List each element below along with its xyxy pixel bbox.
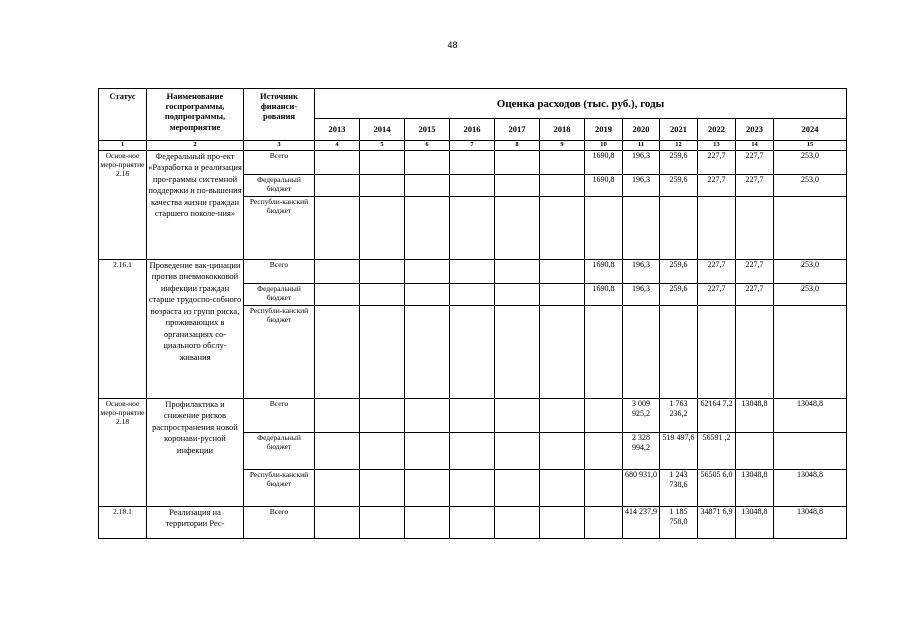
column-number: 2 [147, 141, 244, 151]
value-cell: 253,0 [774, 151, 847, 175]
table-body [99, 151, 847, 539]
year-header: 2017 [495, 119, 540, 141]
value-cell [585, 399, 623, 433]
funding-source-cell: Республи-канский бюджет [244, 197, 315, 260]
funding-source-cell: Всего [244, 151, 315, 175]
value-cell [360, 399, 405, 433]
column-number: 5 [360, 141, 405, 151]
value-cell: 1690,8 [585, 260, 623, 284]
value-cell: 196,3 [623, 284, 660, 306]
value-cell [450, 470, 495, 507]
value-cell [405, 151, 450, 175]
column-number: 3 [244, 141, 315, 151]
value-cell [540, 175, 585, 197]
header-name: Наименование госпрограммы, подпрограммы, мероприятие [147, 89, 244, 141]
value-cell [540, 284, 585, 306]
value-cell [315, 175, 360, 197]
value-cell [660, 306, 698, 399]
value-cell [405, 260, 450, 284]
year-header: 2021 [660, 119, 698, 141]
value-cell: 253,0 [774, 284, 847, 306]
value-cell [315, 306, 360, 399]
value-cell [315, 260, 360, 284]
value-cell [698, 306, 736, 399]
year-header: 2019 [585, 119, 623, 141]
value-cell [315, 470, 360, 507]
value-cell: 1690,8 [585, 284, 623, 306]
value-cell: 680 931,0 [623, 470, 660, 507]
year-header: 2013 [315, 119, 360, 141]
value-cell [495, 260, 540, 284]
value-cell [585, 197, 623, 260]
funding-source-cell: Всего [244, 260, 315, 284]
value-cell [360, 197, 405, 260]
status-cell: Основ-ное меро-приятие 2.18 [99, 399, 147, 507]
page-number: 48 [447, 40, 458, 50]
column-number: 13 [698, 141, 736, 151]
year-header: 2023 [736, 119, 774, 141]
value-cell: 1690,8 [585, 175, 623, 197]
value-cell [540, 470, 585, 507]
value-cell [405, 399, 450, 433]
value-cell [450, 306, 495, 399]
column-number: 15 [774, 141, 847, 151]
value-cell [495, 399, 540, 433]
funding-source-cell: Федеральный бюджет [244, 433, 315, 470]
column-number: 8 [495, 141, 540, 151]
value-cell [405, 197, 450, 260]
value-cell: 56591 ,2 [698, 433, 736, 470]
value-cell: 227,7 [698, 284, 736, 306]
value-cell: 13048,8 [774, 470, 847, 507]
value-cell [450, 399, 495, 433]
value-cell [540, 260, 585, 284]
status-cell: 2.16.1 [99, 260, 147, 399]
value-cell: 196,3 [623, 151, 660, 175]
value-cell [540, 433, 585, 470]
measure-name-cell: Проведение вак-цинации против пневмококковой инфекции граждан старше трудоспо-собного возраста из групп риска, проживающих в организациях со-циального обслу-живания [147, 260, 244, 399]
expense-table [98, 88, 847, 539]
year-header: 2022 [698, 119, 736, 141]
value-cell [495, 175, 540, 197]
value-cell: 1 243 738,6 [660, 470, 698, 507]
value-cell [736, 197, 774, 260]
value-cell [405, 507, 450, 539]
column-number: 4 [315, 141, 360, 151]
value-cell: 34871 6,9 [698, 507, 736, 539]
funding-source-cell: Всего [244, 507, 315, 539]
value-cell [315, 197, 360, 260]
value-cell [585, 470, 623, 507]
value-cell [495, 197, 540, 260]
value-cell: 259,6 [660, 260, 698, 284]
value-cell [360, 175, 405, 197]
value-cell [736, 306, 774, 399]
value-cell [360, 507, 405, 539]
value-cell [315, 151, 360, 175]
year-header: 2015 [405, 119, 450, 141]
value-cell: 227,7 [736, 175, 774, 197]
column-number: 12 [660, 141, 698, 151]
value-cell [540, 507, 585, 539]
value-cell [405, 306, 450, 399]
value-cell: 253,0 [774, 175, 847, 197]
value-cell [450, 284, 495, 306]
year-header: 2020 [623, 119, 660, 141]
value-cell: 13048,8 [736, 507, 774, 539]
value-cell [315, 433, 360, 470]
value-cell [450, 507, 495, 539]
column-number: 11 [623, 141, 660, 151]
value-cell [540, 197, 585, 260]
column-number: 6 [405, 141, 450, 151]
value-cell [774, 306, 847, 399]
table-row [99, 399, 847, 433]
value-cell [495, 433, 540, 470]
year-header: 2016 [450, 119, 495, 141]
value-cell [315, 507, 360, 539]
measure-name-cell: Профилактика и снижение рисков распространения новой коронави-русной инфекции [147, 399, 244, 507]
header-source: Источник финанси-рования [244, 89, 315, 141]
value-cell: 414 237,9 [623, 507, 660, 539]
value-cell [450, 175, 495, 197]
value-cell [495, 151, 540, 175]
value-cell [585, 507, 623, 539]
funding-source-cell: Республи-канский бюджет [244, 470, 315, 507]
funding-source-cell: Федеральный бюджет [244, 284, 315, 306]
value-cell [660, 197, 698, 260]
value-cell [450, 260, 495, 284]
value-cell [585, 306, 623, 399]
value-cell [450, 433, 495, 470]
value-cell: 259,6 [660, 175, 698, 197]
value-cell: 1 185 758,0 [660, 507, 698, 539]
value-cell: 227,7 [736, 151, 774, 175]
value-cell [360, 260, 405, 284]
value-cell [360, 306, 405, 399]
funding-source-cell: Республи-канский бюджет [244, 306, 315, 399]
value-cell [540, 306, 585, 399]
value-cell [774, 433, 847, 470]
value-cell: 3 009 925,2 [623, 399, 660, 433]
column-number: 10 [585, 141, 623, 151]
value-cell [450, 197, 495, 260]
table-row [99, 507, 847, 539]
value-cell [360, 433, 405, 470]
column-number: 14 [736, 141, 774, 151]
status-cell: Основ-ное меро-приятие 2.16 [99, 151, 147, 260]
measure-name-cell: Федеральный про-ект «Разработка и реализация про-граммы системной поддержки и по-вышения качества жизни граждан старшего поколе-ния» [147, 151, 244, 260]
measure-name-cell: Реализация на территории Рес- [147, 507, 244, 539]
value-cell: 1690,8 [585, 151, 623, 175]
year-header: 2018 [540, 119, 585, 141]
value-cell: 1 763 236,2 [660, 399, 698, 433]
funding-source-cell: Федеральный бюджет [244, 175, 315, 197]
value-cell [540, 151, 585, 175]
value-cell [540, 399, 585, 433]
value-cell: 13048,8 [774, 399, 847, 433]
value-cell: 227,7 [736, 260, 774, 284]
status-cell: 2.18.1 [99, 507, 147, 539]
value-cell [495, 470, 540, 507]
value-cell: 227,7 [698, 175, 736, 197]
year-header: 2024 [774, 119, 847, 141]
value-cell [315, 284, 360, 306]
value-cell: 253,0 [774, 260, 847, 284]
value-cell: 13048,8 [774, 507, 847, 539]
value-cell: 62164 7,2 [698, 399, 736, 433]
value-cell [774, 197, 847, 260]
funding-source-cell: Всего [244, 399, 315, 433]
value-cell [360, 470, 405, 507]
table-row [99, 151, 847, 175]
value-cell [698, 197, 736, 260]
value-cell [405, 433, 450, 470]
value-cell [405, 175, 450, 197]
header-costs: Оценка расходов (тыс. руб.), годы [315, 89, 847, 119]
value-cell [360, 151, 405, 175]
value-cell [405, 284, 450, 306]
value-cell: 13048,8 [736, 399, 774, 433]
value-cell [315, 399, 360, 433]
value-cell [623, 197, 660, 260]
value-cell: 196,3 [623, 260, 660, 284]
value-cell: 519 497,6 [660, 433, 698, 470]
year-header: 2014 [360, 119, 405, 141]
value-cell: 56505 6,0 [698, 470, 736, 507]
value-cell: 227,7 [736, 284, 774, 306]
value-cell [405, 470, 450, 507]
value-cell [585, 433, 623, 470]
value-cell: 227,7 [698, 151, 736, 175]
column-number: 9 [540, 141, 585, 151]
value-cell [450, 151, 495, 175]
column-number-row [99, 141, 847, 151]
value-cell: 227,7 [698, 260, 736, 284]
value-cell: 259,6 [660, 284, 698, 306]
value-cell: 196,3 [623, 175, 660, 197]
value-cell: 259,6 [660, 151, 698, 175]
table-row [99, 260, 847, 284]
value-cell: 2 328 994,2 [623, 433, 660, 470]
value-cell [495, 507, 540, 539]
value-cell [623, 306, 660, 399]
value-cell [495, 306, 540, 399]
value-cell [360, 284, 405, 306]
value-cell [736, 433, 774, 470]
value-cell: 13048,8 [736, 470, 774, 507]
header-status: Статус [99, 89, 147, 141]
value-cell [495, 284, 540, 306]
column-number: 1 [99, 141, 147, 151]
column-number: 7 [450, 141, 495, 151]
